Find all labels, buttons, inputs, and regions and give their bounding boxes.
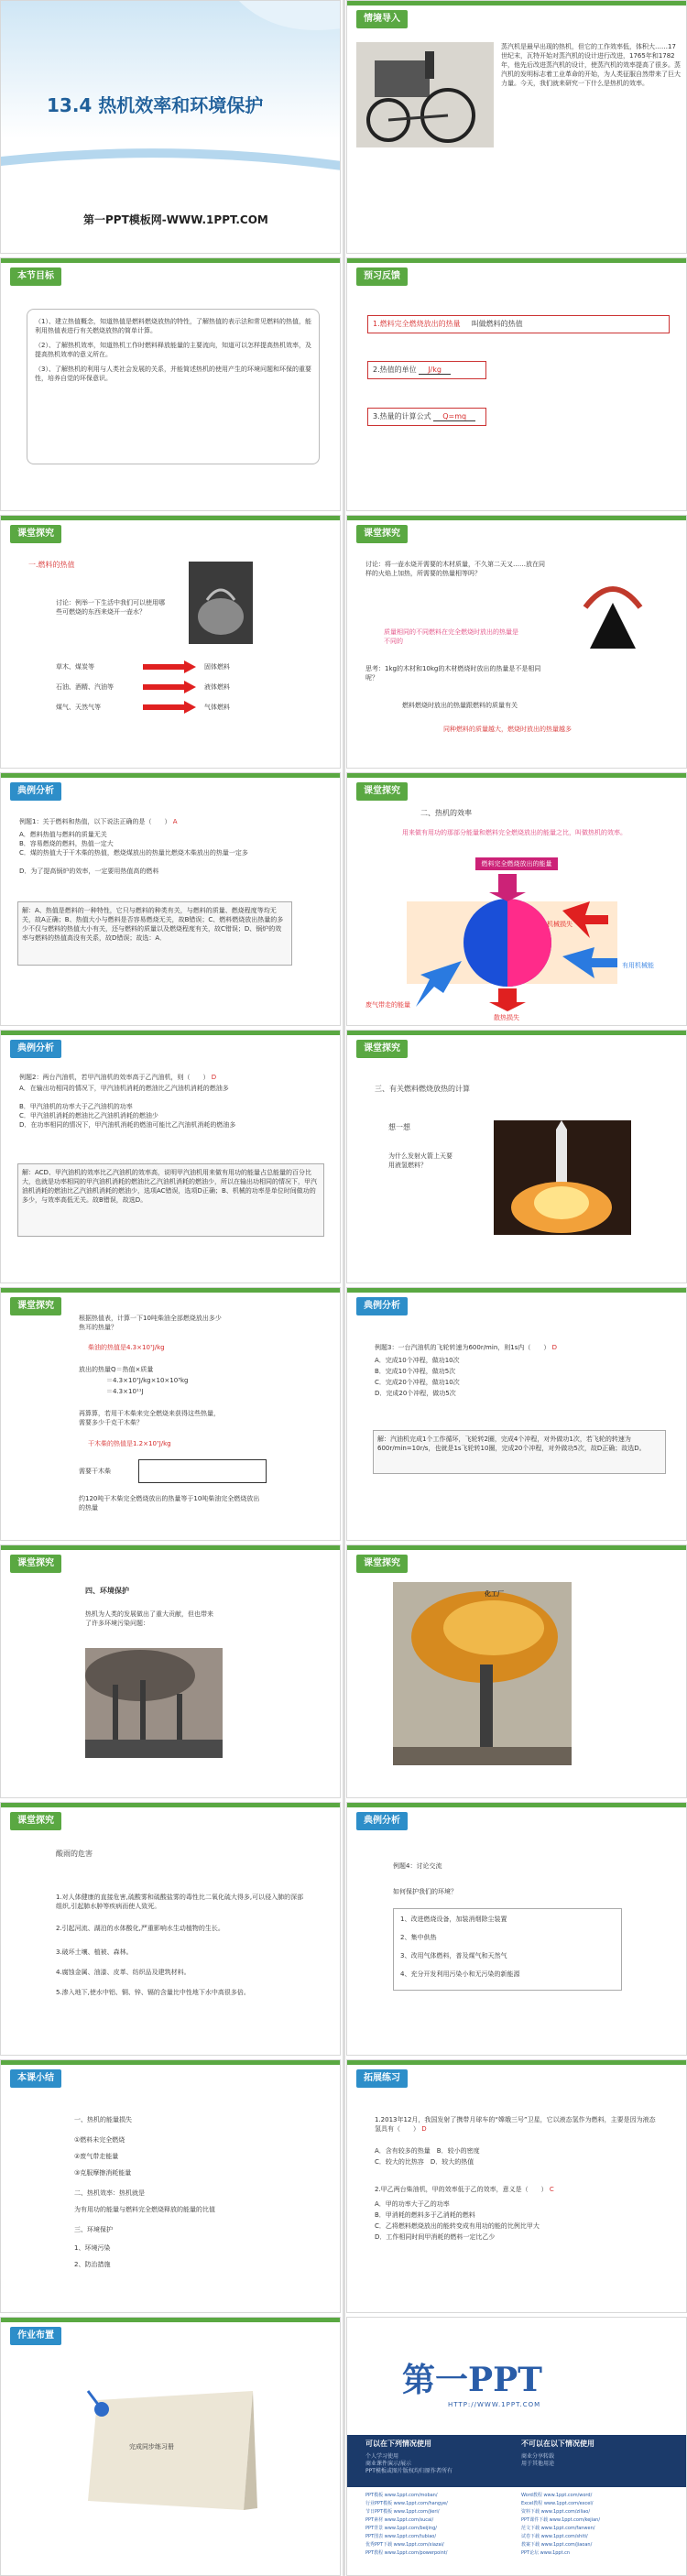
example-question: 例题3：一台汽油机的飞轮转速为600r/min，则1s内（ ） — [375, 1344, 551, 1351]
slide-tag: 情境导入 — [356, 10, 408, 28]
option: A．含有较多的热量 B．较小的密度 — [375, 2147, 480, 2155]
option: B．甲汽油机的功率大于乙汽油机的功率 — [19, 1103, 133, 1110]
kettle-image — [189, 562, 253, 644]
option: D．为了提高锅炉的效率，一定要用热值高的燃料 — [19, 868, 159, 875]
option: A．在输出功相同的情况下，甲汽油机消耗的燃油比乙汽油机消耗的燃油多 — [19, 1085, 229, 1092]
brand-logo: 第一PPT — [402, 2361, 542, 2399]
formula-text: ＝4.3×10⁷J/kg×10×10³kg — [106, 1377, 189, 1384]
summary-item: ②废气带走能量 — [74, 2153, 119, 2160]
loss-label: 机械损失 — [547, 921, 572, 928]
arrow-icons — [143, 660, 198, 715]
slide-tag: 课堂探究 — [10, 1297, 61, 1315]
hazard-item: 1.对人体健康的直接危害,硫酸雾和硫酸盐雾的毒性比二氧化硫大得多,可以侵入肺的深部组织,引起肺水肿等疾病而使人致死。 — [56, 1894, 304, 1910]
slide-brand — [346, 2317, 687, 2576]
slide-title — [0, 0, 341, 254]
option: A．完成10个冲程，做功10次 — [375, 1357, 460, 1364]
section-heading: 一.燃料的热值 — [28, 561, 75, 569]
option: D．工作相同时间甲消耗的燃料一定比乙少 — [375, 2233, 496, 2241]
fuel-type: 液体燃料 — [204, 683, 230, 691]
slide-extension — [346, 2059, 687, 2313]
slide-summary — [0, 2059, 341, 2313]
section-heading: 三、有关燃料燃烧放热的计算 — [375, 1085, 470, 1093]
slide-calculation — [0, 1287, 341, 1541]
slide-tag: 作业布置 — [10, 2327, 61, 2345]
hazard-item: 4.腐蚀金属、油漆、皮革、纺织品及建筑材料。 — [56, 1969, 191, 1976]
summary-item: 三、环境保护 — [74, 2226, 113, 2233]
resource-link[interactable]: 范文下载 www.1ppt.com/fanwen/ — [521, 2526, 595, 2531]
example-question: 例题4：讨论交流 — [393, 1862, 442, 1870]
summary-item: 2、防治措施 — [74, 2261, 111, 2268]
resource-link[interactable]: PPT教程 www.1ppt.com/powerpoint/ — [365, 2550, 448, 2556]
slide-example2 — [0, 1030, 341, 1283]
question-text: 叫做燃料的热值 — [471, 320, 523, 328]
definition-text: 用来做有用功的那部分能量和燃料完全燃烧放出的能量之比，叫做热机的效率。 — [402, 829, 627, 836]
loss-label: 散热损失 — [494, 1014, 519, 1021]
answer-text: 质量相同的不同燃料在完全燃烧时放出的热量是不同的 — [384, 628, 518, 645]
slide-example1 — [0, 772, 341, 1026]
problem-text: 根据热值表，计算一下10吨柴油全部燃烧放出多少焦耳的热量？ — [79, 1315, 222, 1331]
resource-link[interactable]: 资料下载 www.1ppt.com/ziliao/ — [521, 2509, 591, 2515]
goal-item: （1）、建立热值概念，知道热值是燃料燃烧放热的特性，了解热值的表示法和常见燃料的热值，能利用热值表进行有关燃烧放热的简单计算。 — [35, 318, 311, 334]
resource-link[interactable]: 优秀PPT下载 www.1ppt.com/xiazai/ — [365, 2542, 444, 2548]
slide-intro — [346, 0, 687, 254]
question-text: 思考：1kg的木材和10kg的木材燃烧时放出的热量是不是相同呢？ — [365, 665, 541, 682]
answer-item: 1、改进燃烧设备，加装消烟除尘装置 — [400, 1916, 507, 1923]
slide-tag: 典例分析 — [10, 782, 61, 801]
loss-label: 废气带走的能量 — [365, 1001, 410, 1009]
option: C．甲汽油机消耗的燃油比乙汽油机消耗的燃油少 — [19, 1112, 158, 1119]
slide-tag: 本节目标 — [10, 267, 61, 286]
slide-acid-rain — [0, 1802, 341, 2056]
fuel-example: 煤气、天然气等 — [56, 704, 101, 711]
usage-item: 商业课件演示/展示 — [365, 2461, 412, 2467]
hazard-item: 5.渗入地下,使水中铝、铜、锌、镉的含量比中性地下水中高很多倍。 — [56, 1989, 250, 1996]
exercise-answer: C — [549, 2186, 554, 2193]
question-text: 如何保护我们的环境？ — [393, 1888, 457, 1895]
analysis-box: 解：汽油机完成1个工作循环，飞轮转2圈，完成4个冲程，对外做功1次，若飞轮的转速为600r/min=10r/s，也就是1s飞轮转10圈，完成20个冲程，对外做功5次，故D正确；故选D。 — [373, 1430, 666, 1474]
fuel-example: 草木、煤炭等 — [56, 663, 94, 671]
slide-preview — [346, 257, 687, 511]
resource-link[interactable]: PPT背景 www.1ppt.com/beijing/ — [365, 2526, 437, 2531]
question-text: 2.热值的单位 — [373, 366, 417, 374]
body-text: 热机为人类的发展做出了重大贡献，但也带来了许多环境污染问题： — [85, 1610, 213, 1627]
resource-link[interactable]: PPT图表 www.1ppt.com/tubiao/ — [365, 2534, 437, 2539]
slide-tag: 课堂探究 — [356, 525, 408, 543]
slide-tag: 预习反馈 — [356, 267, 408, 286]
slide-tag: 典例分析 — [10, 1040, 61, 1058]
steam-engine-image — [356, 42, 494, 147]
example-question: 例题1：关于燃料和热值，以下说法正确的是（ ） — [19, 818, 171, 825]
section-heading: 四、环境保护 — [85, 1587, 129, 1595]
answer-text: 干木柴的热值是1.2×10⁷J/kg — [88, 1440, 171, 1447]
slide-tag: 课堂探究 — [10, 1812, 61, 1830]
think-label: 想一想 — [388, 1123, 410, 1131]
hazard-item: 2.引起河流、湖泊的水体酸化,严重影响水生动植物的生长。 — [56, 1925, 224, 1932]
answer-text: Q=mq — [433, 412, 475, 421]
kettle-icon — [576, 571, 649, 653]
usage-item: PPT模板或图片版权均归原作者所有 — [365, 2468, 453, 2474]
energy-source-label: 燃料完全燃烧放出的能量 — [475, 857, 558, 870]
option: C．煤的热值大于干木柴的热值，燃烧煤放出的热量比燃烧木柴放出的热量一定多 — [19, 849, 248, 857]
hazard-item: 3.破坏土壤、植被、森林。 — [56, 1948, 133, 1956]
usage-item: 商业分享转载 — [521, 2453, 555, 2460]
conclusion-text: 同种燃料的质量越大，燃烧时放出的热量越多 — [443, 726, 572, 733]
slide-tag: 课堂探究 — [356, 1040, 408, 1058]
factory-smoke-image — [85, 1648, 223, 1758]
slide-goals — [0, 257, 341, 511]
analysis-box: 解：ACD、甲汽油机的效率比乙汽油机的效率高，说明甲汽油机用来做有用功的能量占总能量的百分比大，也就是功率相同的甲汽油机消耗的燃油比乙汽油机消耗的燃油少，所以在输出功相同的情况下，甲汽油机消耗的燃油比乙汽油机消耗的燃油少，选项AC错误，选项D正确；B、机械的功率是单位时间做功的多少，与效率高低无关。故B错误，故选D。 — [17, 1163, 324, 1237]
slide-example4 — [346, 1802, 687, 2056]
slide-tag: 课堂探究 — [10, 525, 61, 543]
summary-item: 二、热机效率：热机就是 — [74, 2189, 145, 2197]
slide-tag: 课堂探究 — [356, 1555, 408, 1573]
fuel-type: 气体燃料 — [204, 704, 230, 711]
slide-tag: 拓展练习 — [356, 2069, 408, 2088]
slide-environment — [0, 1545, 341, 1798]
example-answer: D — [211, 1074, 217, 1081]
option: C．乙将燃料燃烧放出的能转变成有用功的能的比例比甲大 — [375, 2222, 540, 2230]
option: A．燃料热值与燃料的质量无关 — [19, 831, 107, 838]
usage-forbidden-title: 不可以在以下情况使用 — [521, 2440, 594, 2448]
exercise-question: 2.甲乙两台柴油机，甲的效率低于乙的效率，意义是（ ） — [375, 2186, 548, 2193]
formula-text: ＝4.3×10¹¹J — [106, 1388, 144, 1395]
homework-note: 完成同步练习册 — [129, 2443, 174, 2450]
option: B．甲消耗的燃料多于乙消耗的燃料 — [375, 2211, 475, 2219]
summary-item: 为有用功的能量与燃料完全燃烧释放的能量的比值 — [74, 2206, 215, 2213]
exercise-answer: D — [421, 2125, 427, 2133]
slide-heat-engine-efficiency — [346, 772, 687, 1026]
fuel-type: 固体燃料 — [204, 663, 230, 671]
resource-link[interactable]: PPT论坛 www.1ppt.cn — [521, 2550, 571, 2556]
formula-label: 需要干木柴 — [79, 1468, 111, 1475]
summary-item: 1、环境污染 — [74, 2244, 111, 2252]
usage-allowed-title: 可以在下列情况使用 — [365, 2440, 431, 2448]
resource-link[interactable]: 教案下载 www.1ppt.com/jiaoan/ — [521, 2542, 593, 2548]
option: C．完成20个冲程，做功10次 — [375, 1379, 460, 1386]
factory-sign: 化工厂 — [485, 1590, 504, 1598]
section-heading: 二、热机的效率 — [420, 809, 472, 817]
brand-url[interactable]: HTTP://WWW.1PPT.COM — [448, 2401, 541, 2408]
example-answer: A — [172, 818, 178, 825]
slide-tag: 本课小结 — [10, 2069, 61, 2088]
conclusion-text: 燃料燃烧时放出的热量跟燃料的质量有关 — [402, 702, 518, 709]
analysis-box: 解：A、热值是燃料的一种特性，它只与燃料的种类有关，与燃料的质量、燃烧程度等均无关，故A正确；B、热值大小与燃料是否容易燃烧无关，故B错误；C、燃料燃烧放出热量的多少不仅与燃料的热值大小有关，还与燃料的质量以及燃烧程度有关，故C错误；D、锅炉的效率与燃料的热值高没有关系，故D错误；故选：A． — [17, 901, 292, 966]
useful-label: 有用机械能 — [622, 962, 654, 969]
question-text: 为什么发射火箭上天要用液氢燃料？ — [388, 1152, 453, 1169]
summary-item: ③克服摩擦消耗能量 — [74, 2169, 132, 2177]
option: A．甲的功率大于乙的功率 — [375, 2200, 450, 2208]
chemical-plant-image — [393, 1582, 572, 1765]
slide-tag: 典例分析 — [356, 1812, 408, 1830]
question-text: 1.燃料完全燃烧放出的热量 — [373, 320, 461, 328]
column-divider — [343, 0, 345, 2576]
answer-text: 柴油的热值是4.3×10⁷J/kg — [88, 1344, 165, 1351]
intro-text: 蒸汽机是最早出现的热机，但它的工作效率低，体积大……17世纪末，瓦特开始对蒸汽机的设计进行改进，1765年和1782年，他先后改进蒸汽机的设计，使蒸汽机的效率提高了很多。蒸汽机的发明标志着工业革命的开始，为人类征服自然带来了巨大力量。今天，我们就来研究一下什么是热机的效率。 — [501, 43, 681, 87]
resource-link[interactable]: 试卷下载 www.1ppt.com/shiti/ — [521, 2534, 588, 2539]
resource-link[interactable]: PPT课件下载 www.1ppt.com/kejian/ — [521, 2517, 601, 2523]
goal-item: （2）、了解热机效率，知道热机工作时燃料释放能量的主要流向，知道可以怎样提高热机效率，及提高热机效率的意义所在。 — [35, 342, 311, 358]
example-question: 例题2：两台汽油机，若甲汽油机的效率高于乙汽油机，则（ ） — [19, 1074, 210, 1081]
answer-item: 3、改用气体燃料，普及煤气和天然气 — [400, 1952, 507, 1959]
problem-text: 再算算，若用干木柴来完全燃烧来获得这些热量，需要多少千克干木柴？ — [79, 1410, 220, 1426]
slide-example3 — [346, 1287, 687, 1541]
resource-link[interactable]: 节日PPT模板 www.1ppt.com/jieri/ — [365, 2509, 440, 2515]
formula-text: 放出的热量Q＝热值×质量 — [79, 1366, 154, 1373]
slide-homework — [0, 2317, 341, 2576]
option: C．较大的比热容 D．较大的热值 — [375, 2158, 474, 2166]
option: D．完成20个冲程，做功5次 — [375, 1390, 456, 1397]
discussion-text: 讨论：将一壶水烧开需要的木材质量，不久第二天又……放在同样的火焰上加热，所需要的热量相等吗？ — [365, 561, 545, 577]
template-subtitle: 第一PPT模板网-WWW.1PPT.COM — [83, 213, 268, 226]
goal-item: （3）、了解热机的利用与人类社会发展的关系，并能简述热机的使用产生的环境问题和环保的重要性，培养自觉的环保意识。 — [35, 366, 311, 382]
resource-link[interactable]: Word教程 www.1ppt.com/word/ — [521, 2493, 593, 2498]
resource-link[interactable]: 行业PPT模板 www.1ppt.com/hangye/ — [365, 2501, 448, 2506]
resource-link[interactable]: Excel教程 www.1ppt.com/excel/ — [521, 2501, 594, 2506]
summary-item: 一、热机的能量损失 — [74, 2116, 132, 2123]
answer-item: 4、充分开发利用污染小和无污染的新能源 — [400, 1970, 520, 1978]
option: B．完成10个冲程，做功5次 — [375, 1368, 456, 1375]
slide-fuel-mass — [346, 515, 687, 769]
section-heading: 酸雨的危害 — [56, 1850, 93, 1858]
option: B．容易燃烧的燃料，热值一定大 — [19, 840, 114, 847]
summary-item: ①燃料未完全燃烧 — [74, 2136, 125, 2144]
exercise-question: 1.2013年12月，我国发射了携带月球车的“嫦娥三号”卫星，它以液态氢作为燃料，主要是因为液态氢具有（ ） — [375, 2116, 656, 2133]
slide-tag: 课堂探究 — [10, 1555, 61, 1573]
usage-item: 个人学习使用 — [365, 2453, 399, 2460]
slide-chemical-plant — [346, 1545, 687, 1798]
slide-rocket — [346, 1030, 687, 1283]
page-title: 13.4 热机效率和环境保护 — [47, 94, 264, 116]
slide-tag: 典例分析 — [356, 1297, 408, 1315]
conclusion-text: 约120吨干木柴完全燃烧放出的热量等于10吨柴油完全燃烧放出的热量 — [79, 1495, 260, 1512]
fuel-example: 石油、酒精、汽油等 — [56, 683, 114, 691]
example-answer: D — [551, 1344, 557, 1351]
discussion-text: 讨论：例举一下生活中我们可以使用哪些可燃烧的东西来烧开一壶水？ — [56, 599, 165, 616]
answer-item: 2、集中供热 — [400, 1934, 437, 1941]
slide-fuel-heat — [0, 515, 341, 769]
resource-link[interactable]: PPT模板 www.1ppt.com/moban/ — [365, 2493, 438, 2498]
question-text: 3.热量的计算公式 — [373, 412, 431, 420]
rocket-launch-image — [494, 1120, 631, 1235]
usage-item: 用于其他用途 — [521, 2461, 555, 2467]
answer-text: J/kg — [419, 366, 451, 375]
resource-link[interactable]: PPT素材 www.1ppt.com/sucai/ — [365, 2517, 434, 2523]
energy-flow-diagram — [407, 874, 617, 1011]
option: D．在功率相同的情况下，甲汽油机消耗的燃油可能比乙汽油机消耗的燃油多 — [19, 1121, 236, 1129]
slide-tag: 课堂探究 — [356, 782, 408, 801]
